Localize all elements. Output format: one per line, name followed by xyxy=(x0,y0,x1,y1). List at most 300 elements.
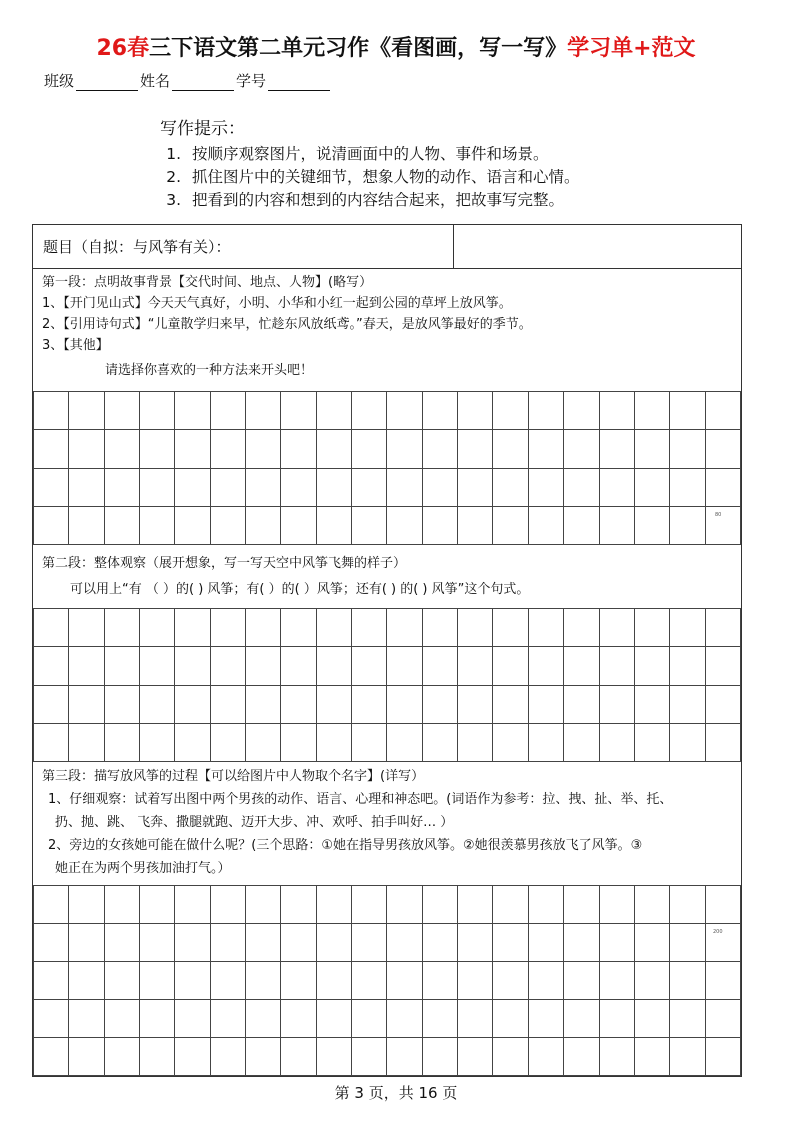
grid-cell[interactable] xyxy=(281,962,316,1000)
grid-cell[interactable] xyxy=(34,468,69,506)
grid-cell[interactable] xyxy=(175,647,210,685)
grid-cell[interactable] xyxy=(210,647,245,685)
grid-cell[interactable] xyxy=(705,609,740,647)
grid-cell[interactable] xyxy=(387,1000,422,1038)
grid-cell[interactable] xyxy=(104,1038,139,1076)
grid-cell[interactable] xyxy=(210,723,245,761)
grid-cell[interactable] xyxy=(140,962,175,1000)
grid-cell[interactable] xyxy=(493,1000,528,1038)
grid-cell[interactable] xyxy=(34,886,69,924)
grid-cell[interactable] xyxy=(458,685,493,723)
grid-cell[interactable] xyxy=(705,506,740,544)
grid-cell[interactable] xyxy=(564,430,599,468)
class-label: 班级 xyxy=(44,72,75,90)
grid-cell[interactable] xyxy=(670,609,705,647)
grid-cell[interactable] xyxy=(210,886,245,924)
section1-heading: 第一段：点明故事背景【交代时间、地点、人物】(略写） xyxy=(42,275,373,290)
grid-cell[interactable] xyxy=(316,609,351,647)
grid-cell[interactable] xyxy=(599,685,634,723)
grid-cell[interactable] xyxy=(352,609,387,647)
grid-cell[interactable] xyxy=(634,1038,669,1076)
grid-cell[interactable] xyxy=(422,506,457,544)
grid-cell[interactable] xyxy=(528,962,563,1000)
tips-list xyxy=(160,143,580,212)
grid-cell[interactable] xyxy=(634,609,669,647)
grid-cell[interactable] xyxy=(705,392,740,430)
grid-cell[interactable] xyxy=(281,1038,316,1076)
grid-cell[interactable] xyxy=(634,962,669,1000)
grid-cell[interactable] xyxy=(246,886,281,924)
grid-cell[interactable] xyxy=(670,1038,705,1076)
grid-cell[interactable] xyxy=(528,723,563,761)
grid-cell[interactable] xyxy=(458,468,493,506)
grid-cell[interactable] xyxy=(599,924,634,962)
grid-cell[interactable] xyxy=(175,1000,210,1038)
grid-cell[interactable] xyxy=(69,1038,104,1076)
grid-cell[interactable] xyxy=(69,723,104,761)
document-title xyxy=(0,31,792,62)
grid-cell[interactable] xyxy=(69,647,104,685)
grid-cell[interactable] xyxy=(352,962,387,1000)
grid-cell[interactable] xyxy=(140,886,175,924)
grid-cell[interactable] xyxy=(140,506,175,544)
grid-cell[interactable] xyxy=(175,886,210,924)
grid-cell[interactable] xyxy=(210,962,245,1000)
grid-cell[interactable] xyxy=(316,1038,351,1076)
section3-line4: 她正在为两个男孩加油打气。） xyxy=(55,861,231,876)
grid-cell[interactable] xyxy=(634,647,669,685)
grid-cell[interactable] xyxy=(175,1038,210,1076)
grid-cell[interactable] xyxy=(69,685,104,723)
grid-cell[interactable] xyxy=(670,647,705,685)
grid-cell[interactable] xyxy=(634,506,669,544)
title-prefix: 26春 xyxy=(96,36,150,61)
grid-cell[interactable] xyxy=(634,430,669,468)
grid-cell[interactable] xyxy=(352,685,387,723)
grid-cell[interactable] xyxy=(140,430,175,468)
grid-cell[interactable] xyxy=(564,506,599,544)
section2-line1: 可以用上“有 （ ）的( ) 风筝；有( ）的( ）风筝；还有( ) 的( ) 风筝”这个句式。 xyxy=(70,582,530,597)
grid-cell[interactable] xyxy=(422,886,457,924)
grid-cell[interactable] xyxy=(316,1000,351,1038)
grid-cell[interactable] xyxy=(599,723,634,761)
grid-cell[interactable] xyxy=(670,468,705,506)
grid-cell[interactable] xyxy=(352,886,387,924)
grid-cell[interactable] xyxy=(281,506,316,544)
grid-cell[interactable] xyxy=(528,430,563,468)
grid-cell[interactable] xyxy=(705,886,740,924)
grid-cell[interactable] xyxy=(564,685,599,723)
grid-cell[interactable] xyxy=(281,392,316,430)
grid-cell[interactable] xyxy=(528,924,563,962)
grid-cell[interactable] xyxy=(34,392,69,430)
grid-cell[interactable] xyxy=(387,685,422,723)
grid-cell[interactable] xyxy=(528,609,563,647)
grid-cell[interactable] xyxy=(493,430,528,468)
grid-cell[interactable] xyxy=(210,430,245,468)
grid-cell[interactable] xyxy=(670,962,705,1000)
grid-cell[interactable] xyxy=(564,1000,599,1038)
grid-cell[interactable] xyxy=(528,1000,563,1038)
grid-cell[interactable] xyxy=(140,1000,175,1038)
grid-row xyxy=(34,685,741,723)
grid-cell[interactable] xyxy=(104,723,139,761)
grid-cell[interactable] xyxy=(175,506,210,544)
grid-cell[interactable] xyxy=(104,430,139,468)
grid-cell[interactable] xyxy=(493,685,528,723)
grid-cell[interactable] xyxy=(422,647,457,685)
name-blank[interactable] xyxy=(172,76,234,91)
grid-cell[interactable] xyxy=(528,468,563,506)
grid-cell[interactable] xyxy=(422,1038,457,1076)
grid-cell[interactable] xyxy=(564,924,599,962)
grid-cell[interactable] xyxy=(387,886,422,924)
grid-cell[interactable] xyxy=(387,392,422,430)
grid-row xyxy=(34,468,741,506)
grid-cell[interactable] xyxy=(387,1038,422,1076)
grid-cell[interactable] xyxy=(69,886,104,924)
grid-cell[interactable] xyxy=(281,924,316,962)
grid-cell[interactable] xyxy=(316,924,351,962)
writing-grid-section1[interactable] xyxy=(33,391,741,545)
grid-cell[interactable] xyxy=(670,430,705,468)
grid-cell[interactable] xyxy=(458,1000,493,1038)
grid-cell[interactable] xyxy=(493,468,528,506)
grid-cell[interactable] xyxy=(281,647,316,685)
grid-cell[interactable] xyxy=(34,1000,69,1038)
grid-cell[interactable] xyxy=(281,685,316,723)
grid-cell[interactable] xyxy=(175,723,210,761)
grid-cell[interactable] xyxy=(34,430,69,468)
grid-cell[interactable] xyxy=(69,430,104,468)
grid-cell[interactable] xyxy=(387,609,422,647)
grid-cell[interactable] xyxy=(422,924,457,962)
grid-cell[interactable] xyxy=(705,1038,740,1076)
grid-cell[interactable] xyxy=(599,962,634,1000)
grid-cell[interactable] xyxy=(634,1000,669,1038)
grid-cell[interactable] xyxy=(564,1038,599,1076)
grid-cell[interactable] xyxy=(528,392,563,430)
grid-cell[interactable] xyxy=(246,1038,281,1076)
grid-cell[interactable] xyxy=(140,392,175,430)
grid-cell[interactable] xyxy=(564,468,599,506)
grid-cell[interactable] xyxy=(352,647,387,685)
grid-cell[interactable] xyxy=(458,723,493,761)
char-counter-200: 200 xyxy=(713,929,723,935)
grid-cell[interactable] xyxy=(705,1000,740,1038)
grid-cell[interactable] xyxy=(599,468,634,506)
grid-cell[interactable] xyxy=(246,609,281,647)
grid-cell[interactable] xyxy=(210,1000,245,1038)
grid-cell[interactable] xyxy=(316,506,351,544)
section1-line3: 3、【其他】 xyxy=(42,338,109,353)
grid-cell[interactable] xyxy=(34,962,69,1000)
grid-cell[interactable] xyxy=(140,685,175,723)
grid-row xyxy=(34,886,741,924)
grid-cell[interactable] xyxy=(140,723,175,761)
grid-row xyxy=(34,647,741,685)
grid-cell[interactable] xyxy=(422,468,457,506)
grid-row xyxy=(34,924,741,962)
grid-cell[interactable] xyxy=(34,609,69,647)
grid-cell[interactable] xyxy=(458,1038,493,1076)
grid-cell[interactable] xyxy=(246,506,281,544)
section1-line4: 请选择你喜欢的一种方法来开头吧！ xyxy=(105,363,314,378)
grid-cell[interactable] xyxy=(564,609,599,647)
grid-row xyxy=(34,506,741,544)
grid-cell[interactable] xyxy=(705,685,740,723)
grid-cell[interactable] xyxy=(104,924,139,962)
grid-cell[interactable] xyxy=(705,468,740,506)
grid-cell[interactable] xyxy=(69,468,104,506)
section2-text xyxy=(33,553,741,600)
grid-cell[interactable] xyxy=(246,430,281,468)
grid-cell[interactable] xyxy=(175,430,210,468)
section3-heading: 第三段：描写放风筝的过程【可以给图片中人物取个名字】(详写） xyxy=(42,769,425,784)
grid-cell[interactable] xyxy=(599,609,634,647)
grid-cell[interactable] xyxy=(422,723,457,761)
grid-cell[interactable] xyxy=(493,647,528,685)
grid-cell[interactable] xyxy=(422,430,457,468)
grid-cell[interactable] xyxy=(175,609,210,647)
grid-cell[interactable] xyxy=(564,723,599,761)
grid-cell[interactable] xyxy=(104,647,139,685)
grid-cell[interactable] xyxy=(493,609,528,647)
grid-cell[interactable] xyxy=(599,886,634,924)
grid-cell[interactable] xyxy=(352,723,387,761)
class-blank[interactable] xyxy=(76,76,138,91)
title-row-label: 题目（自拟：与风筝有关）： xyxy=(43,238,231,256)
grid-cell[interactable] xyxy=(634,468,669,506)
grid-cell[interactable] xyxy=(34,723,69,761)
grid-cell[interactable] xyxy=(493,723,528,761)
writing-grid-section3[interactable] xyxy=(33,885,741,1076)
grid-cell[interactable] xyxy=(281,1000,316,1038)
writing-grid-section2[interactable] xyxy=(33,608,741,762)
grid-cell[interactable] xyxy=(69,1000,104,1038)
grid-cell[interactable] xyxy=(352,468,387,506)
grid-cell[interactable] xyxy=(69,962,104,1000)
grid-cell[interactable] xyxy=(422,685,457,723)
grid-cell[interactable] xyxy=(458,392,493,430)
grid-cell[interactable] xyxy=(69,924,104,962)
grid-cell[interactable] xyxy=(246,962,281,1000)
grid-cell[interactable] xyxy=(387,962,422,1000)
grid-cell[interactable] xyxy=(316,723,351,761)
grid-cell[interactable] xyxy=(599,647,634,685)
grid-cell[interactable] xyxy=(493,1038,528,1076)
grid-cell[interactable] xyxy=(104,609,139,647)
grid-cell[interactable] xyxy=(599,430,634,468)
grid-cell[interactable] xyxy=(387,924,422,962)
grid-cell[interactable] xyxy=(564,647,599,685)
student-info-line xyxy=(44,70,332,91)
grid-cell[interactable] xyxy=(281,468,316,506)
grid-cell[interactable] xyxy=(34,647,69,685)
grid-cell[interactable] xyxy=(210,685,245,723)
grid-cell[interactable] xyxy=(316,962,351,1000)
grid-cell[interactable] xyxy=(281,609,316,647)
grid-cell[interactable] xyxy=(387,723,422,761)
grid-row xyxy=(34,392,741,430)
grid-cell[interactable] xyxy=(422,392,457,430)
grid-cell[interactable] xyxy=(493,506,528,544)
char-counter-80: 80 xyxy=(715,512,722,518)
grid-cell[interactable] xyxy=(140,468,175,506)
grid-cell[interactable] xyxy=(493,962,528,1000)
grid-cell[interactable] xyxy=(528,1038,563,1076)
grid-cell[interactable] xyxy=(246,647,281,685)
grid-cell[interactable] xyxy=(175,685,210,723)
section1-line2: 2、【引用诗句式】“儿童散学归来早，忙趁东风放纸鸢。”春天，是放风筝最好的季节。 xyxy=(42,317,532,332)
grid-cell[interactable] xyxy=(564,962,599,1000)
grid-cell[interactable] xyxy=(316,685,351,723)
grid-cell[interactable] xyxy=(634,924,669,962)
grid-cell[interactable] xyxy=(387,468,422,506)
grid-cell[interactable] xyxy=(210,392,245,430)
grid-cell[interactable] xyxy=(281,886,316,924)
grid-cell[interactable] xyxy=(599,392,634,430)
grid-cell[interactable] xyxy=(69,609,104,647)
grid-cell[interactable] xyxy=(246,468,281,506)
grid-cell[interactable] xyxy=(316,468,351,506)
grid-cell[interactable] xyxy=(705,647,740,685)
grid-cell[interactable] xyxy=(316,647,351,685)
grid-row xyxy=(34,962,741,1000)
grid-cell[interactable] xyxy=(352,506,387,544)
grid-cell[interactable] xyxy=(104,962,139,1000)
grid-cell[interactable] xyxy=(705,723,740,761)
grid-cell[interactable] xyxy=(140,647,175,685)
grid-cell[interactable] xyxy=(422,609,457,647)
grid-cell[interactable] xyxy=(493,886,528,924)
grid-row xyxy=(34,1000,741,1038)
grid-cell[interactable] xyxy=(458,886,493,924)
grid-cell[interactable] xyxy=(210,609,245,647)
grid-cell[interactable] xyxy=(564,392,599,430)
grid-cell[interactable] xyxy=(140,609,175,647)
grid-cell[interactable] xyxy=(210,468,245,506)
grid-cell[interactable] xyxy=(104,468,139,506)
grid-cell[interactable] xyxy=(458,506,493,544)
grid-cell[interactable] xyxy=(246,685,281,723)
grid-cell[interactable] xyxy=(352,1000,387,1038)
grid-cell[interactable] xyxy=(69,392,104,430)
grid-cell[interactable] xyxy=(670,685,705,723)
grid-cell[interactable] xyxy=(175,392,210,430)
grid-cell[interactable] xyxy=(634,685,669,723)
grid-row xyxy=(34,609,741,647)
grid-cell[interactable] xyxy=(210,506,245,544)
grid-cell[interactable] xyxy=(316,886,351,924)
grid-cell[interactable] xyxy=(670,1000,705,1038)
title-main: 三下语文第二单元习作《看图画，写一写》 xyxy=(149,36,568,61)
grid-cell[interactable] xyxy=(34,924,69,962)
grid-cell[interactable] xyxy=(352,924,387,962)
grid-cell[interactable] xyxy=(670,392,705,430)
grid-cell[interactable] xyxy=(634,392,669,430)
grid-cell[interactable] xyxy=(458,609,493,647)
grid-cell[interactable] xyxy=(281,430,316,468)
title-suffix: 学习单+范文 xyxy=(567,36,696,61)
grid-cell[interactable] xyxy=(246,924,281,962)
grid-cell[interactable] xyxy=(104,506,139,544)
grid-cell[interactable] xyxy=(246,723,281,761)
grid-cell[interactable] xyxy=(493,392,528,430)
grid-row xyxy=(34,430,741,468)
grid-row xyxy=(34,723,741,761)
grid-cell[interactable] xyxy=(104,685,139,723)
grid-cell[interactable] xyxy=(458,647,493,685)
grid-cell[interactable] xyxy=(422,1000,457,1038)
grid-cell[interactable] xyxy=(705,924,740,962)
grid-cell[interactable] xyxy=(140,924,175,962)
grid-cell[interactable] xyxy=(387,506,422,544)
grid-cell[interactable] xyxy=(104,392,139,430)
grid-cell[interactable] xyxy=(670,924,705,962)
grid-cell[interactable] xyxy=(175,962,210,1000)
grid-cell[interactable] xyxy=(104,886,139,924)
grid-cell[interactable] xyxy=(34,685,69,723)
grid-cell[interactable] xyxy=(705,962,740,1000)
grid-cell[interactable] xyxy=(175,924,210,962)
grid-cell[interactable] xyxy=(352,1038,387,1076)
grid-cell[interactable] xyxy=(246,1000,281,1038)
grid-cell[interactable] xyxy=(634,723,669,761)
grid-cell[interactable] xyxy=(140,1038,175,1076)
grid-cell[interactable] xyxy=(246,392,281,430)
grid-cell[interactable] xyxy=(493,924,528,962)
grid-cell[interactable] xyxy=(316,392,351,430)
grid-cell[interactable] xyxy=(34,1038,69,1076)
grid-cell[interactable] xyxy=(210,1038,245,1076)
section3-line2: 扔、抛、跳、 飞奔、撒腿就跑、迈开大步、冲、欢呼、拍手叫好… ） xyxy=(55,815,454,830)
grid-cell[interactable] xyxy=(175,468,210,506)
grid-cell[interactable] xyxy=(422,962,457,1000)
tip-item: 1. 按顺序观察图片，说清画面中的人物、事件和场景。 xyxy=(186,143,580,166)
grid-cell[interactable] xyxy=(528,506,563,544)
grid-cell[interactable] xyxy=(670,723,705,761)
grid-cell[interactable] xyxy=(34,506,69,544)
grid-cell[interactable] xyxy=(352,392,387,430)
grid-cell[interactable] xyxy=(69,506,104,544)
grid-cell[interactable] xyxy=(210,924,245,962)
grid-cell[interactable] xyxy=(599,1000,634,1038)
grid-cell[interactable] xyxy=(564,886,599,924)
grid-cell[interactable] xyxy=(528,886,563,924)
grid-cell[interactable] xyxy=(528,647,563,685)
grid-cell[interactable] xyxy=(387,647,422,685)
grid-cell[interactable] xyxy=(670,506,705,544)
grid-cell[interactable] xyxy=(281,723,316,761)
grid-cell[interactable] xyxy=(352,430,387,468)
grid-cell[interactable] xyxy=(705,430,740,468)
grid-cell[interactable] xyxy=(634,886,669,924)
grid-cell[interactable] xyxy=(316,430,351,468)
name-label: 姓名 xyxy=(140,72,171,90)
grid-cell[interactable] xyxy=(104,1000,139,1038)
grid-cell[interactable] xyxy=(528,685,563,723)
grid-cell[interactable] xyxy=(599,1038,634,1076)
id-blank[interactable] xyxy=(268,76,330,91)
writing-tips xyxy=(160,118,580,212)
grid-cell[interactable] xyxy=(458,962,493,1000)
grid-cell[interactable] xyxy=(599,506,634,544)
grid-cell[interactable] xyxy=(387,430,422,468)
grid-cell[interactable] xyxy=(458,924,493,962)
grid-cell[interactable] xyxy=(458,430,493,468)
grid-cell[interactable] xyxy=(670,886,705,924)
